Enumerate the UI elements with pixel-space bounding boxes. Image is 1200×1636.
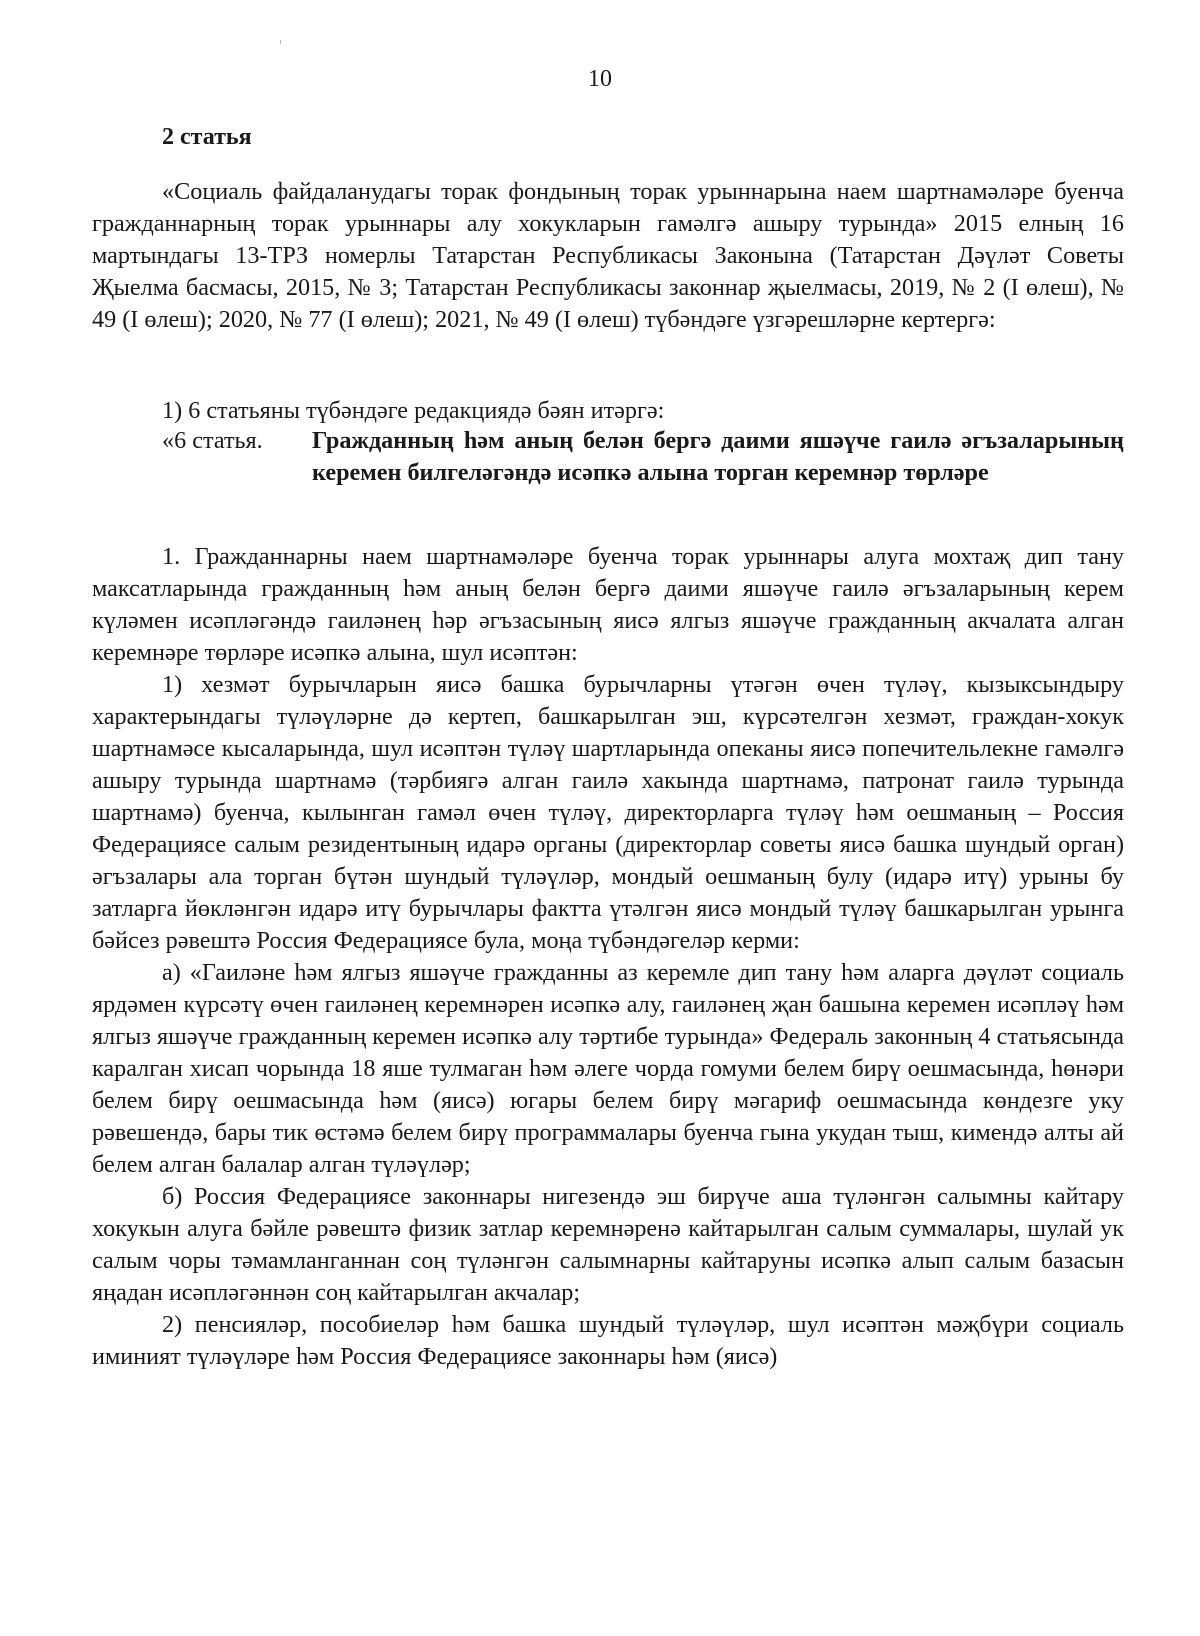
paragraph-item-2: 2) пенсияләр, пособиеләр һәм башка шундый түләүләр, шул исәптән мәҗбүри социаль иминият түләүләре һәм Россия Федерациясе законнары һәм (яисә) — [92, 1311, 1124, 1370]
item-instruction: 1) 6 статьяны түбәндәге редакциядә бәян итәргә: — [162, 397, 665, 424]
paragraph-subitem-a: а) «Гаиләне һәм ялгыз яшәүче гражданны аз керемле дип тану һәм аларга дәүләт социаль ярдәмен күрсәтү өчен гаиләнең керемнәрен исәпкә алу, гаиләнең җан башына керемен исәпләү һәм ялгыз яшәүче гражданның керемен исәпкә алу тәртибе турында» Федераль законның 4 статьясында каралган хисап чорында 18 яше тулмаган һәм әлеге чорда гомуми белем бирү оешмасында, һөнәри белем бирү оешмасында һәм (яисә) югары белем бирү мәгариф оешмасында көндезге уку рәвешендә, бары тик өстәмә белем бирү программалары буенча гына укудан тыш, кимендә алты ай белем алган балалар алган түләүләр; — [92, 959, 1124, 1178]
new-article-label: «6 статья. — [162, 427, 263, 454]
paragraph-item-1: 1) хезмәт бурычларын яисә башка бурычларны үтәгән өчен түләү, кызыксындыру характерындагы түләүләрне дә кертеп, башкарылган эш, күрсәтелгән хезмәт, граждан-хокук шартнамәсе кысаларында, шул исәптән түләү шартларында опеканы яисә попечительлекне гамәлгә ашыру турында шартнамә (тәрбиягә алган гаилә хакында шартнамә, патронат гаилә турында шартнамә) буенча, кылынган гамәл өчен түләү, директорларга түләү һәм оешманың – Россия Федерациясе салым резидентының идарә органы (директорлар советы яисә башка шундый орган) әгъзалары ала торган бүтән шундый түләүләр, мондый оешманың булу (идарә итү) урыны бу затларга йөкләнгән идарә итү бурычлары фактта үтәлгән яисә мондый түләү башкарылган урынга бәйсез рәвештә Россия Федерациясе була, моңа түбәндәгеләр керми: — [92, 671, 1124, 954]
paragraph-1: 1. Гражданнарны наем шартнамәләре буенча торак урыннары алуга мохтаҗ дип тану максатларында гражданның һәм аның белән бергә даими яшәүче гаилә әгъзаларының керем күләмен исәпләгәндә гаиләнең һәр әгъзасының яисә ялгыз яшәүче гражданның акчалата алган керемнәре төрләре исәпкә алына, шул исәптән: — [92, 543, 1124, 666]
new-article-title: Гражданның һәм аның белән бергә даими яшәүче гаилә әгъзаларының керемен билгеләгәндә исәпкә алына торган керемнәр төрләре — [312, 427, 1124, 486]
paragraph-subitem-b: б) Россия Федерациясе законнары нигезендә эш бирүче аша түләнгән салымны кайтару хокукын алуга бәйле рәвештә физик затлар керемнәренә кайтарылган салым суммалары, шулай ук салым чоры тәмамланганнан соң түләнгән салымнарны кайтаруны исәпкә алып салым базасын яңадан исәпләгәннән соң кайтарылган акчалар; — [92, 1183, 1124, 1306]
scan-mark — [280, 40, 281, 44]
intro-paragraph: «Социаль файдаланудагы торак фондының торак урыннарына наем шартнамәләре буенча гражданнарның торак урыннары алу хокукларын гамәлгә ашыру турында» 2015 елның 16 мартындагы 13-ТРЗ номерлы Татарстан Республикасы Законына (Татарстан Дәүләт Советы Җыелма басмасы, 2015, № 3; Татарстан Республикасы законнар җыелмасы, 2019, № 2 (I өлеш), № 49 (I өлеш); 2020, № 77 (I өлеш); 2021, № 49 (I өлеш) түбәндәге үзгәрешләрне кертергә: — [92, 178, 1124, 333]
article-body — [92, 541, 1124, 1373]
article-heading: 2 статья — [162, 124, 252, 150]
page-number: 10 — [588, 66, 612, 92]
new-article-heading — [162, 425, 1124, 489]
